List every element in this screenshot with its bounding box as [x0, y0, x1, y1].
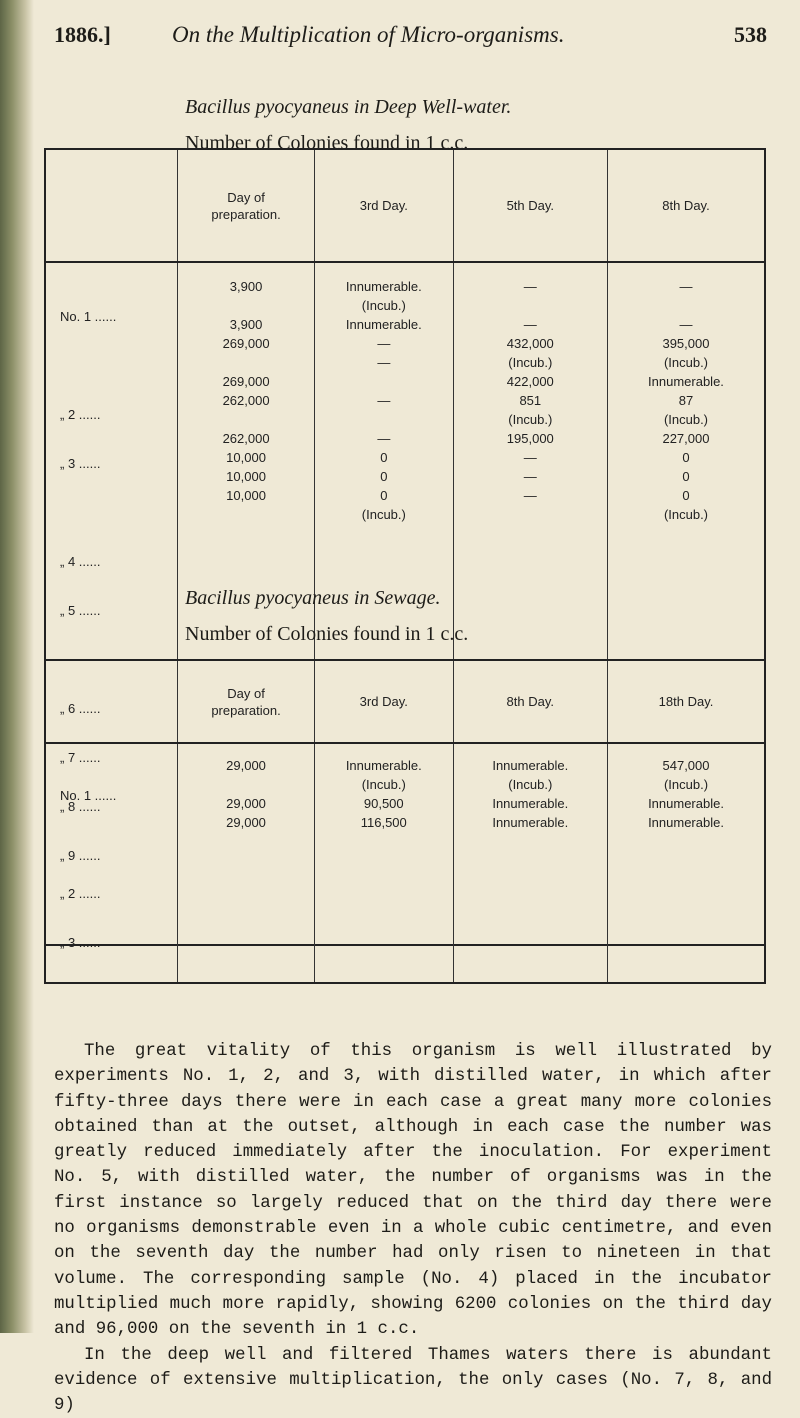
table2-col-2: 3rd Day.: [314, 660, 453, 743]
table-cell: „ 2 ......: [60, 886, 101, 901]
table-cell: (Incub.): [663, 412, 709, 427]
table-cell: [315, 372, 453, 391]
table-cell: [178, 505, 314, 524]
table-cell: [60, 835, 177, 854]
table1-col-3: 5th Day.: [453, 149, 607, 262]
table-cell: Innumerable.: [345, 758, 422, 773]
table-cell: 116,500: [360, 815, 407, 830]
table-cell: 269,000: [222, 374, 270, 389]
table-cell: —: [523, 450, 537, 465]
table-cell: 0: [380, 488, 388, 503]
table-cell: [178, 775, 314, 794]
table-cell: „ 8 ......: [60, 799, 101, 814]
table-cell: [178, 353, 314, 372]
table-cell: (Incub.): [663, 507, 709, 522]
table-cell: [178, 296, 314, 315]
table-cell: [454, 505, 607, 524]
table2-col-labels: [45, 743, 178, 983]
table-cell: —: [523, 317, 537, 332]
table-cell: 547,000: [662, 758, 710, 773]
table-cell: 29,000: [226, 758, 266, 773]
body-text: [54, 1039, 772, 1418]
table-cell: 262,000: [222, 431, 270, 446]
page-binding-shadow: [0, 0, 34, 1333]
table2-caption: Bacillus pyocyaneus in Sewage.: [185, 587, 441, 609]
table1-col-1: Day of preparation.: [178, 149, 315, 262]
table-cell: 269,000: [222, 336, 270, 351]
table-cell: —: [377, 336, 391, 351]
table-cell: —: [523, 488, 537, 503]
table-cell: „ 6 ......: [60, 701, 101, 716]
table-cell: 87: [678, 393, 694, 408]
table-cell: 195,000: [506, 431, 554, 446]
table2-col-8th-day: [453, 743, 607, 983]
table2-subcaption: Number of Colonies found in 1 c.c.: [185, 623, 469, 645]
table2-col-1: Day of preparation.: [178, 660, 315, 743]
table-cell: „ 5 ......: [60, 603, 101, 618]
table1-col-4: 8th Day.: [607, 149, 765, 262]
header-title: On the Multiplication of Micro-organisms.: [172, 22, 565, 47]
table-cell: Innumerable.: [492, 758, 569, 773]
table-cell: (Incub.): [361, 777, 406, 792]
table1-col-2: 3rd Day.: [315, 149, 454, 262]
table-cell: Innumerable.: [648, 374, 724, 389]
table-cell: (Incub.): [663, 355, 709, 370]
table1-subcaption: Number of Colonies found in 1 c.c.: [185, 132, 469, 154]
table-cell: Innumerable.: [648, 796, 724, 811]
table-cell: —: [523, 469, 537, 484]
table-cell: 0: [380, 450, 388, 465]
table-cell: No. 1 ......: [60, 788, 117, 803]
table-cell: 227,000: [662, 431, 710, 446]
table-cell: 851: [519, 393, 542, 408]
table2-col-3: 8th Day.: [453, 660, 607, 743]
table-cell: (Incub.): [361, 298, 406, 313]
table-cell: Innumerable.: [345, 279, 422, 294]
table-cell: 10,000: [226, 469, 266, 484]
table-cell: 262,000: [222, 393, 270, 408]
table-cell: 0: [682, 469, 690, 484]
table-cell: (Incub.): [508, 777, 553, 792]
table-cell: „ 3 ......: [60, 456, 101, 471]
table-cell: 29,000: [226, 815, 266, 830]
table-cell: „ 4 ......: [60, 554, 101, 569]
table-cell: 3,900: [229, 317, 263, 332]
table-cell: 0: [682, 488, 690, 503]
page-number: 538: [734, 22, 767, 47]
table-cell: Innumerable.: [648, 815, 724, 830]
table-cell: (Incub.): [508, 412, 553, 427]
table-cell: —: [377, 393, 391, 408]
table-cell: (Incub.): [361, 507, 406, 522]
table2-col-0: [45, 660, 178, 743]
table-cell: No. 1 ......: [60, 309, 117, 324]
paragraph: The great vitality of this organism is well illustrated by experiments No. 1, 2, and 3, with distilled water, in which after fifty-three days there were in each case a great many more colonies obtained than at the outset, although in each case the number was greatly reduced immediately after the inoculation. For experiment No. 5, with distilled water, the number of organisms was in the first instance so largely reduced that on the third day there were no organisms demonstrable even in a whole cubic centimetre, and even on the seventh day the number had only risen to nineteen in that volume. The corresponding sample (No. 4) placed in the incubator multiplied much more rapidly, showing 6200 colonies on the third day and 96,000 on the seventh in 1 c.c.: [54, 1042, 772, 1340]
table2-col-3rd-day: [314, 743, 453, 983]
table-cell: —: [679, 317, 693, 332]
table-cell: 90,500: [363, 796, 404, 811]
table-cell: 422,000: [506, 374, 554, 389]
table-cell: 3,900: [229, 279, 263, 294]
table1-col-0: [45, 149, 178, 262]
table2-col-preparation: [178, 743, 315, 983]
table-cell: „ 2 ......: [60, 407, 101, 422]
table2-col-18th-day: [608, 743, 765, 983]
table-cell: [178, 410, 314, 429]
table-cell: 29,000: [226, 796, 266, 811]
table-cell: 432,000: [506, 336, 554, 351]
table-cell: —: [679, 279, 693, 294]
table-cell: —: [377, 431, 391, 446]
sewage-table: [44, 659, 766, 984]
table-cell: —: [377, 355, 391, 370]
table2-col-4: 18th Day.: [608, 660, 765, 743]
table-cell: [454, 296, 607, 315]
table-cell: (Incub.): [508, 355, 553, 370]
table-cell: [60, 503, 177, 522]
table-cell: Innumerable.: [492, 815, 569, 830]
table-cell: „ 3 ......: [60, 935, 101, 950]
paragraph: In the deep well and filtered Thames waters there is abundant evidence of extensive multiplication, the only cases (No. 7, 8, and 9): [54, 1345, 772, 1416]
table-cell: —: [523, 279, 537, 294]
table-cell: 0: [380, 469, 388, 484]
table-cell: [60, 356, 177, 375]
table-cell: 10,000: [226, 450, 266, 465]
table-cell: 10,000: [226, 488, 266, 503]
table-cell: [315, 410, 453, 429]
table1-caption: Bacillus pyocyaneus in Deep Well-water.: [185, 96, 512, 118]
table-cell: (Incub.): [663, 777, 709, 792]
table-cell: „ 7 ......: [60, 750, 101, 765]
table-cell: 0: [682, 450, 690, 465]
table-cell: Innumerable.: [345, 317, 422, 332]
header-year: 1886.]: [54, 22, 111, 47]
table-cell: 395,000: [662, 336, 710, 351]
table-cell: [608, 296, 764, 315]
table-cell: „ 9 ......: [60, 848, 101, 863]
running-header: [54, 22, 767, 62]
table-cell: Innumerable.: [492, 796, 569, 811]
